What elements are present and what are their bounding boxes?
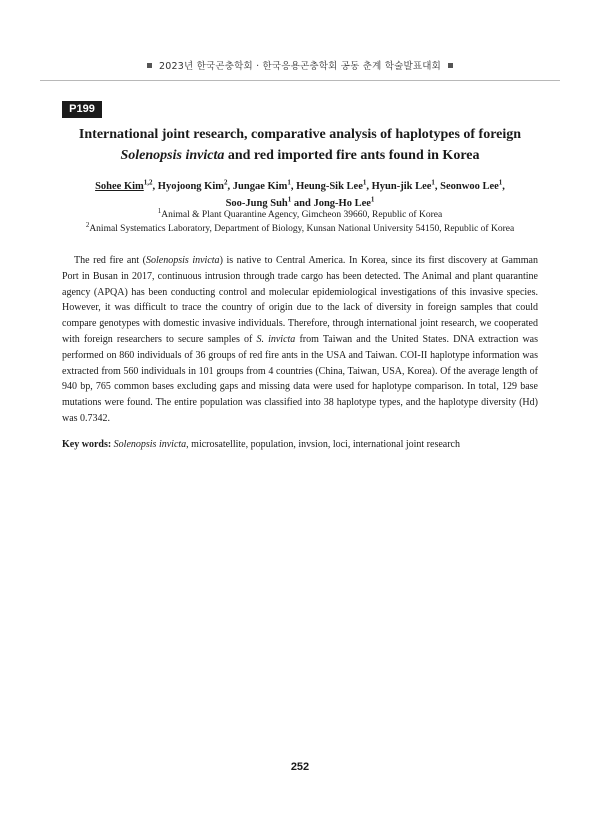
author-name: Sohee Kim <box>95 181 144 192</box>
author-name: Soo-Jung Suh <box>225 198 288 209</box>
author-name: Heung-Sik Lee <box>296 181 363 192</box>
author-separator: and <box>291 198 314 209</box>
poster-number-badge: P199 <box>62 101 102 118</box>
header-divider <box>40 80 560 81</box>
abstract-text: ) is native to Central America. In Korea, since its first discovery at Gamman Port in Busan in 2017, continuous intrusion through trade cargo has been detected. The Animal and plant quarantine agency (APQA) has been conducting control and molecular epidemiological investigations of this invasive species. However, it was difficult to trace the country of origin due to the lack of diversity in foreign samples that could compare genotypes with domestic invasive individuals. Therefore, through international joint research, we cooperated with foreign researchers to secure samples of <box>62 255 538 345</box>
title-species-name: Solenopsis invicta <box>120 148 225 163</box>
affiliation-list <box>40 208 560 236</box>
author-separator: , <box>434 181 441 192</box>
paper-title <box>60 124 540 166</box>
keyword-species-name: Solenopsis invicta <box>113 439 187 450</box>
keywords-text: , microsatellite, population, invsion, loci, international joint research <box>186 439 460 450</box>
author-affiliation-mark: 2 <box>224 178 228 187</box>
keywords-line <box>62 437 538 452</box>
author-affiliation-mark: 1 <box>287 178 291 187</box>
affiliation-text: Animal & Plant Quarantine Agency, Gimcheon 39660, Republic of Korea <box>161 210 443 220</box>
author-affiliation-mark: 1,2 <box>143 178 153 187</box>
abstract-text: The red fire ant ( <box>74 255 146 266</box>
author-affiliation-mark: 1 <box>431 178 435 187</box>
author-name: Seonwoo Lee <box>440 181 499 192</box>
conference-name: 2023년 한국곤충학회 · 한국응용곤충학회 공동 춘계 학술발표대회 <box>159 61 441 72</box>
title-line-1: International joint research, comparative analysis of haplotypes of foreign <box>78 127 522 142</box>
author-affiliation-mark: 1 <box>287 195 292 204</box>
author-affiliation-mark: 1 <box>498 178 503 187</box>
author-name: Jong-Ho Lee <box>313 198 371 209</box>
abstract-text: from Taiwan and the United States. DNA extraction was performed on 860 individuals of 36 groups of red fire ants in the USA and Taiwan. COI-II haplotype information was extracted from 560 individuals in 101 groups from 4 countries (China, Taiwan, USA, Korea). Of the average length of 940 bp, 765 common bases excluding gaps and missing data were used for haplotype comparison. In total, 129 base mutations were found. The entire population was classified into 38 haplotype types, and the haplotype diversity (Hd) was 0.7342. <box>62 333 539 424</box>
abstract-paragraph <box>62 253 538 427</box>
abstract-species-name: S. invicta <box>256 333 296 345</box>
author-separator: , <box>152 181 158 192</box>
title-line-2-rest: and red imported fire ants found in Korea <box>224 148 480 163</box>
square-bullet-icon <box>448 63 453 68</box>
author-name: Hyun-jik Lee <box>371 181 432 192</box>
author-list <box>60 178 540 212</box>
affiliation-text: Animal Systematics Laboratory, Department of Biology, Kunsan National University 54150, Republic of Korea <box>89 224 515 234</box>
author-affiliation-mark: 1 <box>362 178 367 187</box>
abstract-species-name: Solenopsis invicta <box>146 255 220 266</box>
title-line-2 <box>60 145 540 166</box>
author-separator: , <box>366 181 372 192</box>
author-line-1 <box>60 178 540 195</box>
author-name: Hyojoong Kim <box>157 181 225 192</box>
keywords-label: Key words: <box>62 439 112 450</box>
square-bullet-icon <box>147 63 152 68</box>
affiliation-mark: 1 <box>157 206 162 215</box>
author-affiliation-mark: 1 <box>370 195 375 204</box>
affiliation-mark: 2 <box>85 220 90 229</box>
author-separator: , <box>227 181 233 192</box>
author-separator: , <box>290 181 297 192</box>
page-number: 252 <box>290 761 310 773</box>
affiliation-item <box>40 222 560 236</box>
author-separator: , <box>502 181 505 192</box>
author-name: Jungae Kim <box>232 181 288 192</box>
conference-header <box>0 58 600 72</box>
affiliation-item <box>40 208 560 222</box>
